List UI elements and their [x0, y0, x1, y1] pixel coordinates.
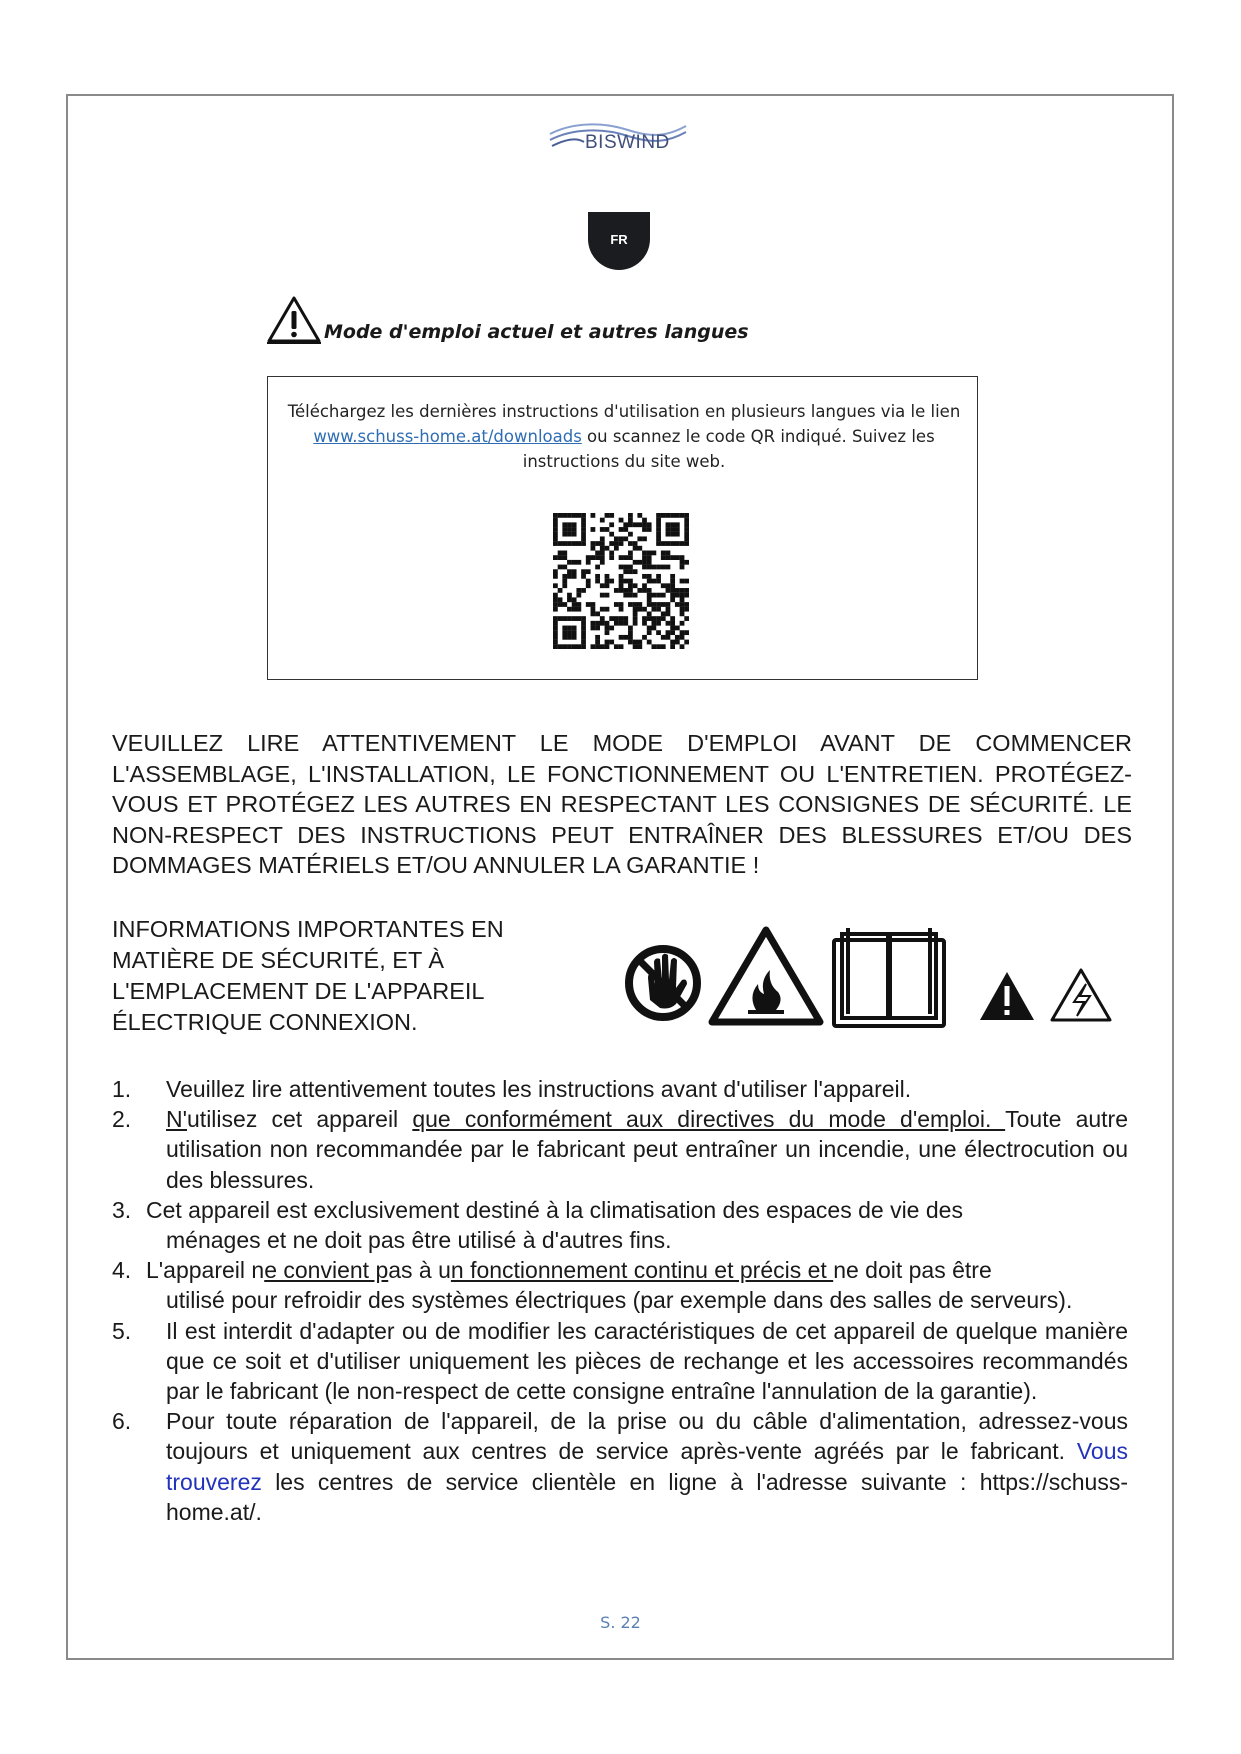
electrical-hazard-icon [1052, 970, 1110, 1020]
warning-heading [266, 293, 749, 345]
text-underlined: N' [166, 1106, 188, 1133]
list-item-continuation: utilisé pour refroidir des systèmes électriques (par exemple dans des salles de serveurs). [166, 1287, 1073, 1314]
qr-code[interactable] [553, 513, 689, 649]
download-link[interactable]: www.schuss-home.at/downloads [313, 427, 582, 446]
text-segment: L'appareil n [146, 1257, 265, 1284]
text-segment: Pour toute réparation de l'appareil, de la prise ou du câble d'alimentation, adressez-vous toujours et uniquement aux centres de service après-vente agréés par le fabricant. [166, 1408, 1128, 1465]
text-segment: ne doit pas être [833, 1257, 992, 1284]
text-segment: utilisez cet appareil [187, 1106, 413, 1133]
list-item [112, 1406, 1128, 1527]
download-text-before: Téléchargez les dernières instructions d'utilisation en plusieurs langues via le lien [287, 402, 961, 421]
list-item-text: Il est interdit d'adapter ou de modifier les caractéristiques de cet appareil de quelque manière que ce soit et d'utiliser uniquement les pièces de rechange et les accessoires recommandés par le fabricant (le non-respect de cette consigne entraîne l'annulation de la garantie). [166, 1317, 1128, 1405]
language-badge: FR [588, 212, 650, 270]
do-not-touch-icon [629, 949, 697, 1017]
download-box [267, 376, 978, 680]
list-item-number: 1. [112, 1076, 132, 1102]
text-blue: Vous trouverez [166, 1438, 1128, 1495]
list-item [112, 1316, 1128, 1407]
list-item-continuation: ménages et ne doit pas être utilisé à d'autres fins. [166, 1227, 672, 1254]
text-segment: as à u [388, 1257, 451, 1284]
download-text-after: ou scannez le code QR indiqué. Suivez les instructions du site web. [522, 427, 935, 471]
list-item [112, 1195, 1128, 1225]
page-number: S. 22 [600, 1613, 641, 1632]
list-item-text: Cet appareil est exclusivement destiné à la climatisation des espaces de vie des [146, 1196, 963, 1223]
caps-safety-warning: VEUILLEZ LIRE ATTENTIVEMENT LE MODE D'EMPLOI AVANT DE COMMENCER L'ASSEMBLAGE, L'INSTALLATION, LE FONCTIONNEMENT OU L'ENTRETIEN. PROTÉGEZ-VOUS ET PROTÉGEZ LES AUTRES EN RESPECTANT LES CONSIGNES DE SÉCURITÉ. LE NON-RESPECT DES INSTRUCTIONS PEUT ENTRAÎNER DES BLESSURES ET/OU DES DOMMAGES MATÉRIELS ET/OU ANNULER LA GARANTIE ! [112, 730, 1132, 878]
list-item-text: Veuillez lire attentivement toutes les instructions avant d'utiliser l'appareil. [166, 1076, 912, 1102]
safety-instructions-list [112, 1074, 1128, 1527]
list-item [112, 1104, 1128, 1195]
info-heading: INFORMATIONS IMPORTANTES EN MATIÈRE DE SÉCURITÉ, ET À L'EMPLACEMENT DE L'APPAREIL ÉLECTRIQUE CONNEXION. [112, 916, 504, 1035]
read-manual-icon [834, 928, 944, 1026]
list-item-text [166, 1406, 1128, 1527]
list-item [112, 1074, 1128, 1104]
safety-icons-row [620, 922, 1140, 1028]
list-item-number: 4. [112, 1257, 132, 1284]
list-item [112, 1255, 1128, 1285]
warning-triangle-icon [266, 295, 322, 345]
list-item-number: 2. [112, 1106, 132, 1133]
warning-heading-text: Mode d'emploi actuel et autres langues [324, 321, 749, 343]
brand-name: BISWIND [585, 132, 670, 153]
flammable-icon [712, 930, 820, 1022]
list-item-number: 6. [112, 1408, 132, 1435]
text-segment: Toute autre utilisation non recommandée par le fabricant peut entraîner un incendie, une électrocution ou des blessures. [166, 1106, 1128, 1193]
warning-icon [980, 972, 1034, 1020]
list-item-text [146, 1255, 1128, 1285]
text-underlined: que conformément aux directives du mode d'emploi. [412, 1106, 1006, 1133]
text-segment: les centres de service clientèle en ligne à l'adresse suivante : https://schuss-home.at/. [166, 1468, 1128, 1525]
text-underlined: n fonctionnement continu et précis et [450, 1257, 834, 1284]
list-item-text [166, 1104, 1128, 1195]
list-item-number: 5. [112, 1317, 132, 1344]
list-item-number: 3. [112, 1196, 132, 1223]
download-instructions [284, 399, 964, 474]
text-underlined: e convient p [264, 1257, 389, 1284]
